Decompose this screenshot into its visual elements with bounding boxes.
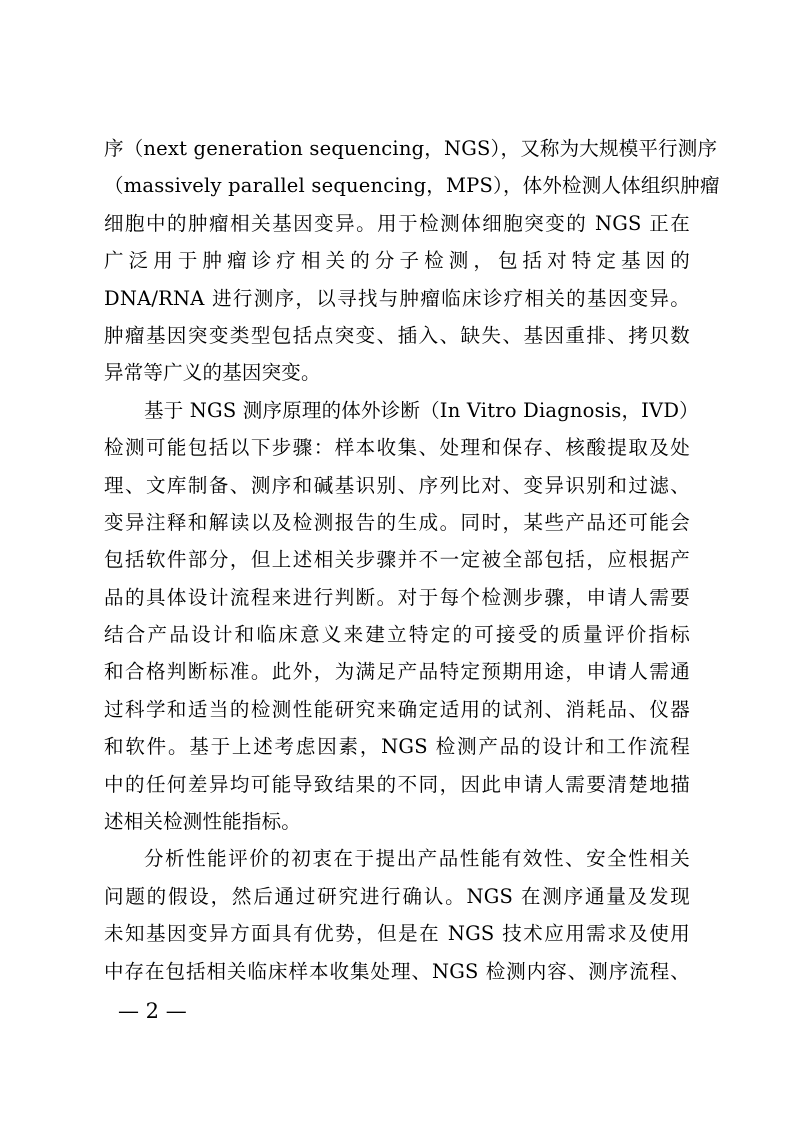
text-line: 和软件。基于上述考虑因素，NGS 检测产品的设计和工作流程 (104, 735, 690, 759)
text-line: 未知基因变异方面具有优势，但是在 NGS 技术应用需求及使用 (104, 922, 690, 946)
text-line: 问题的假设，然后通过研究进行确认。NGS 在测序通量及发现 (104, 884, 690, 908)
text-line: 检测可能包括以下步骤：样本收集、处理和保存、核酸提取及处 (104, 436, 690, 460)
text-line: 理、文库制备、测序和碱基识别、序列比对、变异识别和过滤、 (104, 473, 690, 497)
text-line: 基于 NGS 测序原理的体外诊断（In Vitro Diagnosis，IVD） (144, 398, 699, 422)
page-number: — 2 — (118, 999, 187, 1023)
text-line: 分析性能评价的初衷在于提出产品性能有效性、安全性相关 (144, 847, 690, 871)
text-line: 述相关检测性能指标。 (104, 810, 302, 834)
text-line: 品的具体设计流程来进行判断。对于每个检测步骤，申请人需要 (104, 585, 690, 609)
text-line: 细胞中的肿瘤相关基因变异。用于检测体细胞突变的 NGS 正在 (104, 211, 690, 235)
text-line: DNA/RNA 进行测序，以寻找与肿瘤临床诊疗相关的基因变异。 (104, 286, 690, 310)
text-line: 过科学和适当的检测性能研究来确定适用的试剂、消耗品、仪器 (104, 697, 690, 721)
text-line: 异常等广义的基因突变。 (104, 361, 321, 385)
paragraph-3 (104, 840, 690, 990)
text-line: 和合格判断标准。此外，为满足产品特定预期用途，申请人需通 (104, 660, 690, 684)
text-line: 结合产品设计和临床意义来建立特定的可接受的质量评价指标 (104, 623, 690, 647)
paragraph-1 (104, 130, 720, 392)
text-line: 广泛用于肿瘤诊疗相关的分子检测，包括对特定基因的 (104, 249, 690, 273)
text-line: （massively parallel sequencing，MPS），体外检测人体组织肿瘤 (104, 174, 720, 198)
text-line: 中的任何差异均可能导致结果的不同，因此申请人需要清楚地描 (104, 772, 690, 796)
text-line: 肿瘤基因突变类型包括点突变、插入、缺失、基因重排、拷贝数 (104, 323, 690, 347)
text-line: 包括软件部分，但上述相关步骤并不一定被全部包括，应根据产 (104, 548, 690, 572)
text-line: 变异注释和解读以及检测报告的生成。同时，某些产品还可能会 (104, 510, 690, 534)
text-line: 中存在包括相关临床样本收集处理、NGS 检测内容、测序流程、 (104, 959, 690, 983)
paragraph-2 (104, 392, 699, 841)
document-body (104, 130, 720, 990)
text-line: 序（next generation sequencing，NGS），又称为大规模平行测序 (104, 137, 718, 160)
